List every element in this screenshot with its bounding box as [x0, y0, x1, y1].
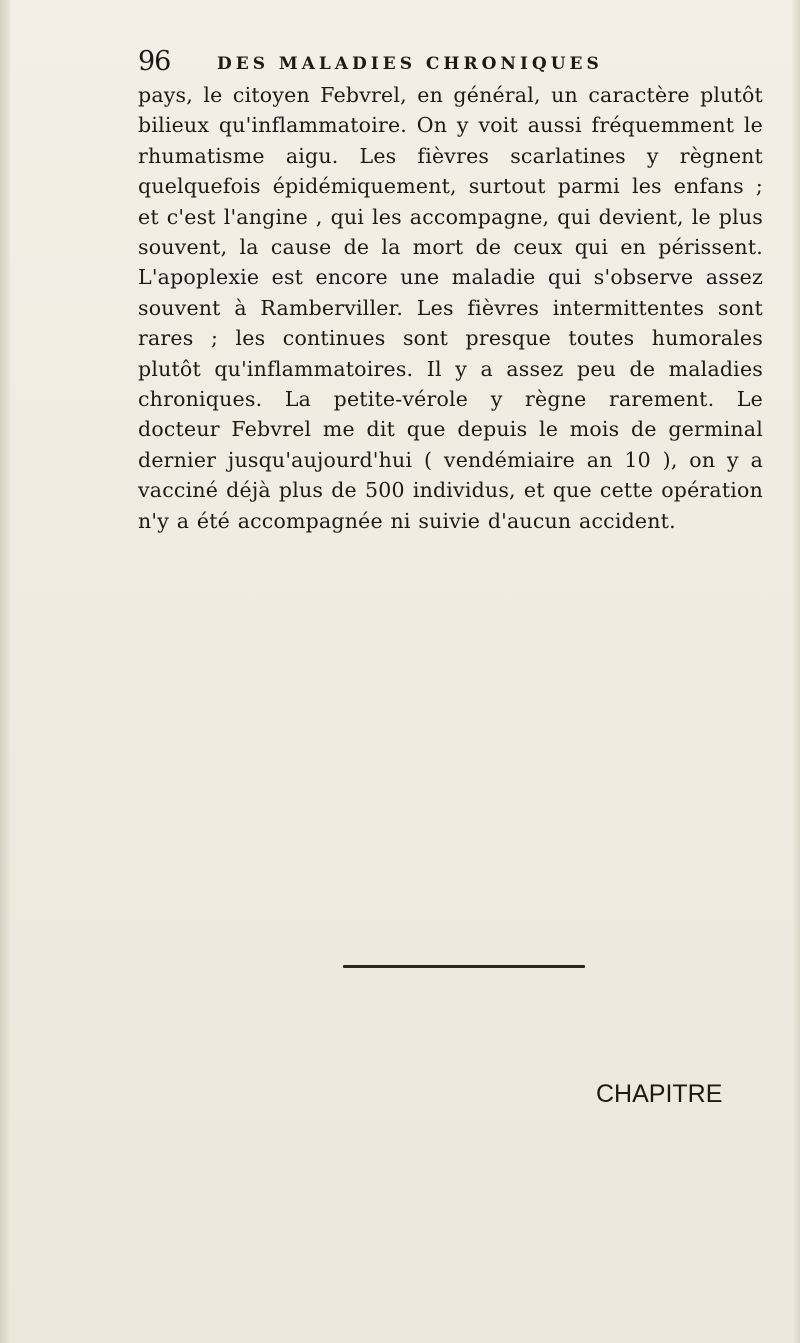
page-number: 96 [138, 46, 171, 77]
running-head: DES MALADIES CHRONIQUES [217, 54, 603, 74]
section-divider-rule [343, 965, 585, 968]
body-paragraph: pays, le citoyen Febvrel, en général, un caractère plutôt bilieux qu'inflammatoire. On y voit aussi fréquemment le rhumatisme aigu. Les fièvres scarlatines y règnent quelquefois épidémiquement, surtout parmi les enfans ; et c'est l'angine , qui les accompagne, qui devient, le plus souvent, la cause de la mort de ceux qui en périssent. L'apoplexie est encore une maladie qui s'observe assez souvent à Ramberviller. Les fièvres intermittentes sont rares ; les continues sont presque toutes humorales plutôt qu'inflammatoires. Il y a assez peu de maladies chroniques. La petite-vérole y règne rarement. Le docteur Febvrel me dit que depuis le mois de germinal dernier jusqu'aujourd'hui ( vendémiaire an 10 ), on y a vacciné déjà plus de 500 individus, et que cette opération n'y a été accompagnée ni suivie d'aucun accident. [138, 83, 763, 533]
catchword: CHAPITRE [596, 1080, 723, 1108]
page-gutter-shadow [0, 0, 10, 1343]
page-edge-shadow [792, 0, 800, 1343]
